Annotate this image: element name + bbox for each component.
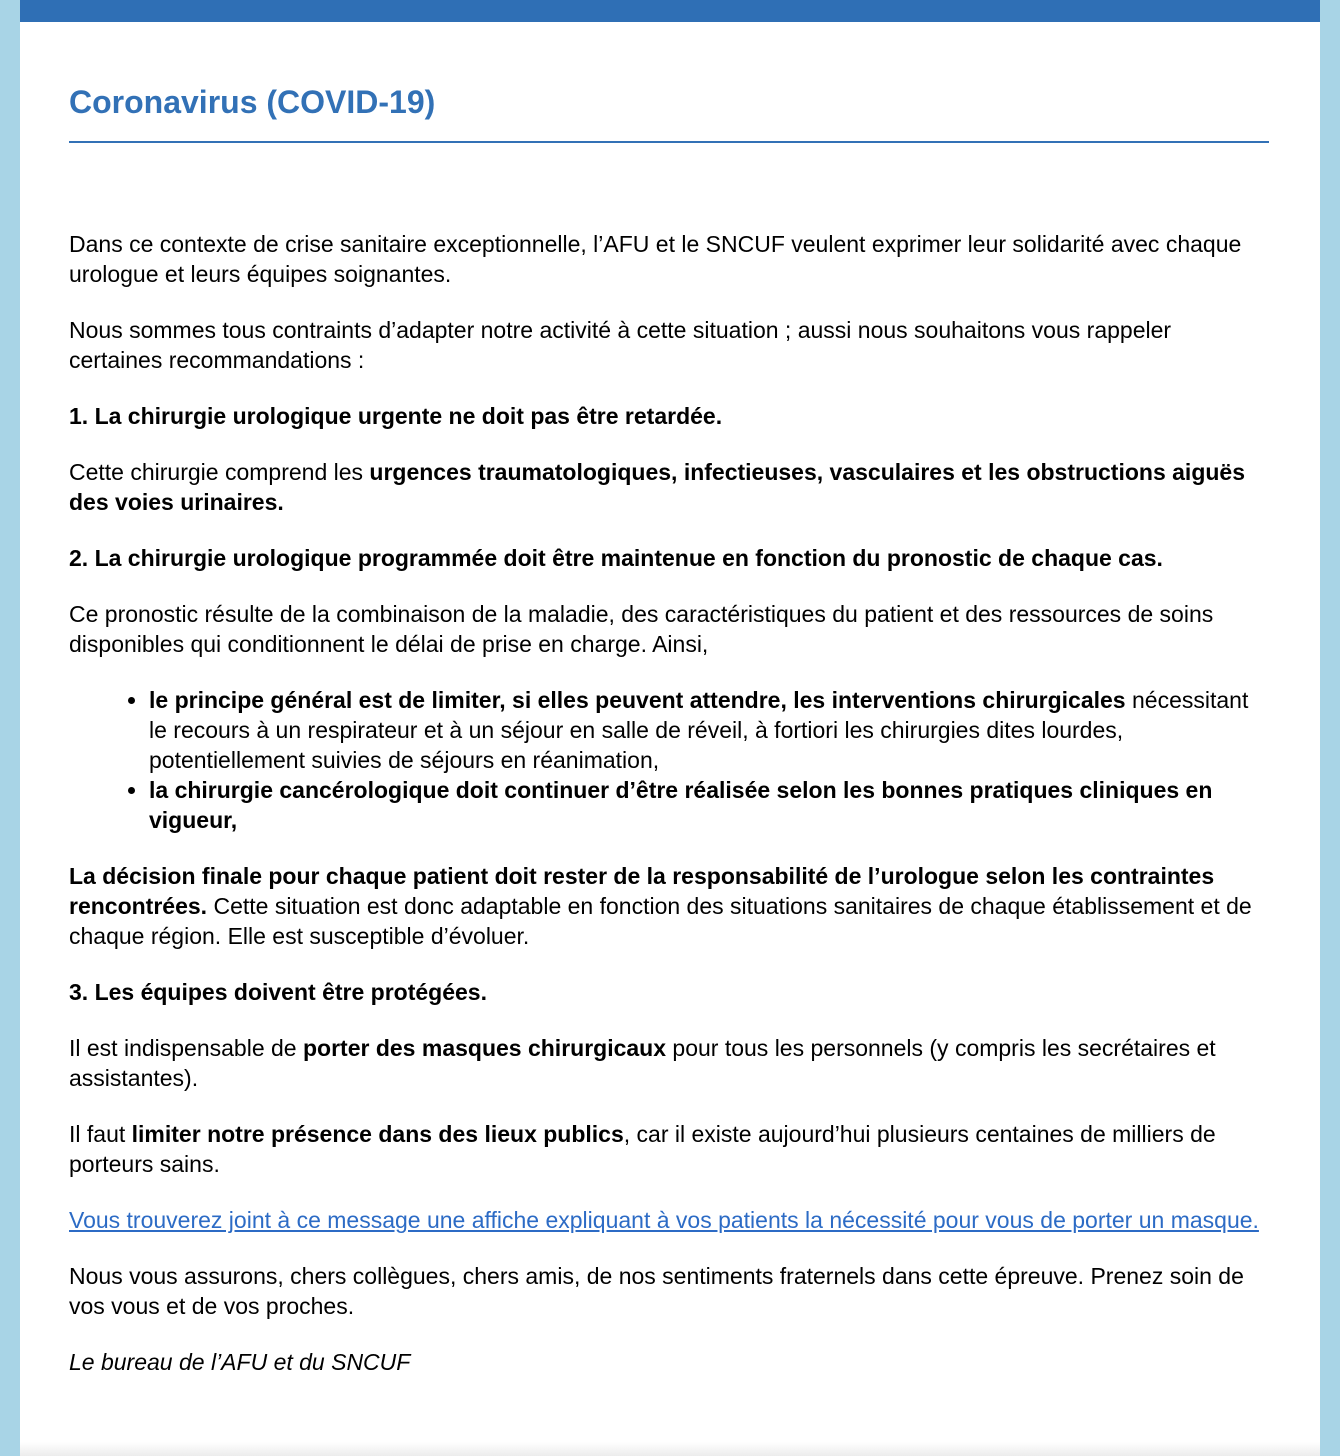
text-segment: Il faut xyxy=(69,1121,132,1147)
paragraph-public-places xyxy=(69,1119,1269,1179)
list-item xyxy=(149,775,1269,835)
paragraph-urgent-scope xyxy=(69,457,1269,517)
text-segment-bold: limiter notre présence dans des lieux publics xyxy=(131,1121,624,1147)
text-segment: Cette situation est donc adaptable en fonction des situations sanitaires de chaque établissement et de chaque région. Elle est susceptible d’évoluer. xyxy=(69,893,1252,949)
email-card xyxy=(20,0,1320,1456)
email-body xyxy=(69,22,1269,1377)
poster-link[interactable]: Vous trouverez joint à ce message une affiche expliquant à vos patients la nécessité pour vous de porter un masque. xyxy=(69,1207,1259,1233)
text-segment-bold: La décision finale pour chaque patient doit rester de la responsabilité de l’urologue selon les contraintes rencontrées. xyxy=(69,863,1215,919)
paragraph-closing: Nous vous assurons, chers collègues, chers amis, de nos sentiments fraternels dans cette épreuve. Prenez soin de vos vous et de vos proches. xyxy=(69,1263,1244,1319)
paragraph-intro: Dans ce contexte de crise sanitaire exceptionnelle, l’AFU et le SNCUF veulent exprimer leur solidarité avec chaque urologue et leurs équipes soignantes. xyxy=(69,231,1242,287)
paragraph-prognosis: Ce pronostic résulte de la combinaison de la maladie, des caractéristiques du patient et des ressources de soins disponibles qui conditionnent le délai de prise en charge. Ainsi, xyxy=(69,601,1214,657)
signature: Le bureau de l’AFU et du SNCUF xyxy=(69,1349,411,1375)
text-segment: , car il existe aujourd’hui plusieurs centaines de milliers de porteurs sains. xyxy=(69,1121,1216,1177)
paragraph-masks xyxy=(69,1033,1269,1093)
text-segment: Il est indispensable de xyxy=(69,1035,303,1061)
top-accent-bar xyxy=(20,0,1320,22)
page-title: Coronavirus (COVID-19) xyxy=(69,22,1269,143)
bottom-fade xyxy=(20,1442,1320,1456)
heading-urgent-surgery: 1. La chirurgie urologique urgente ne doit pas être retardée. xyxy=(69,403,723,429)
heading-team-protection: 3. Les équipes doivent être protégées. xyxy=(69,979,487,1005)
heading-scheduled-surgery: 2. La chirurgie urologique programmée doit être maintenue en fonction du pronostic de chaque cas. xyxy=(69,545,1163,571)
recommendation-list xyxy=(69,685,1269,835)
list-item-bold: la chirurgie cancérologique doit continuer d’être réalisée selon les bonnes pratiques cliniques en vigueur, xyxy=(149,777,1213,833)
paragraph-poster-link xyxy=(69,1205,1269,1235)
list-item-text: nécessitant le recours à un respirateur et à un séjour en salle de réveil, à fortiori les chirurgies dites lourdes, potentiellement suivies de séjours en réanimation, xyxy=(149,687,1249,773)
text-segment: pour tous les personnels (y compris les secrétaires et assistantes). xyxy=(69,1035,1216,1091)
paragraph-recommendations: Nous sommes tous contraints d’adapter notre activité à cette situation ; aussi nous souhaitons vous rappeler certaines recommandations : xyxy=(69,317,1172,373)
text-segment-bold: porter des masques chirurgicaux xyxy=(303,1035,667,1061)
text-segment-bold: urgences traumatologiques, infectieuses, vasculaires et les obstructions aiguës des voies urinaires. xyxy=(69,459,1245,515)
text-segment: Cette chirurgie comprend les xyxy=(69,459,370,485)
paragraph-final-decision xyxy=(69,861,1269,951)
list-item xyxy=(149,685,1269,775)
list-item-bold: le principe général est de limiter, si elles peuvent attendre, les interventions chirurgicales xyxy=(149,687,1126,713)
